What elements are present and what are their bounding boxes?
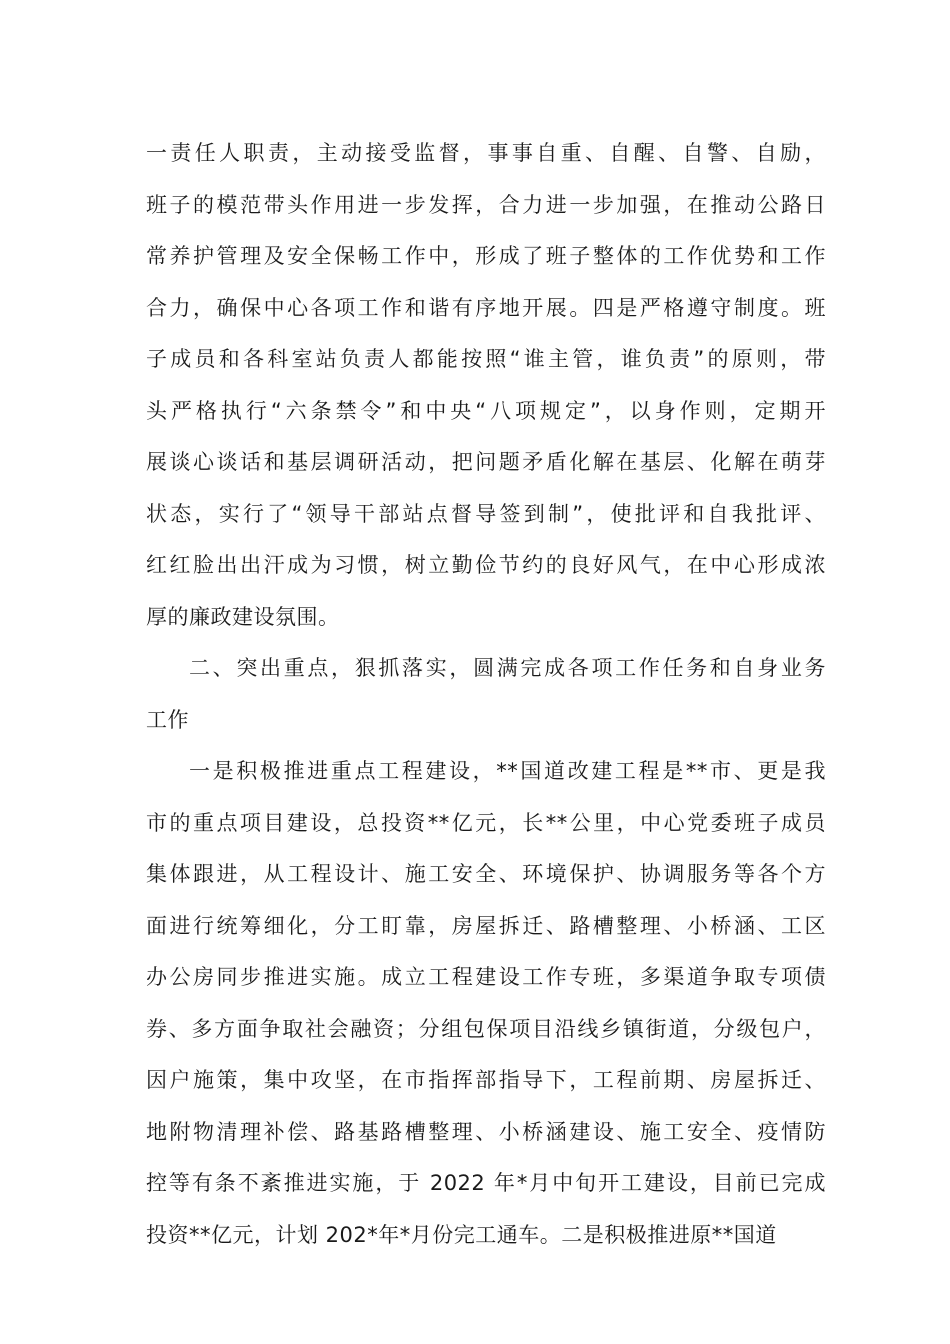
text-line: 地附物清理补偿、路基路槽整理、小桥涵建设、施工安全、疫情防: [146, 1119, 826, 1144]
text-line: 集体跟进，从工程设计、施工安全、环境保护、协调服务等各个方: [146, 862, 826, 886]
text-line: 状态，实行了“领导干部站点督导签到制”，使批评和自我批评、: [146, 501, 826, 526]
text-line: 面进行统筹细化，分工盯靠，房屋拆迁、路槽整理、小桥涵、工区: [146, 913, 826, 938]
text-line: 红红脸出出汗成为习惯，树立勤俭节约的良好风气，在中心形成浓: [146, 553, 826, 577]
text-line: 二、突出重点，狠抓落实，圆满完成各项工作任务和自身业务: [189, 656, 826, 680]
text-line: 一是积极推进重点工程建设，**国道改建工程是**市、更是我: [189, 759, 826, 783]
text-line: 因户施策，集中攻坚，在市指挥部指导下，工程前期、房屋拆迁、: [146, 1068, 826, 1092]
text-line: 办公房同步推进实施。成立工程建设工作专班，多渠道争取专项债: [146, 965, 826, 989]
section-heading-two: [146, 643, 826, 746]
text-line: 展谈心谈话和基层调研活动，把问题矛盾化解在基层、化解在萌芽: [146, 450, 826, 474]
text-line: 市的重点项目建设，总投资**亿元，长**公里，中心党委班子成员: [146, 810, 826, 835]
text-line: 头严格执行“六条禁令”和中央“八项规定”，以身作则，定期开: [146, 398, 826, 423]
document-body: [146, 128, 826, 1261]
text-line: 控等有条不紊推进实施，于 2022 年*月中旬开工建设，目前已完成: [146, 1171, 826, 1195]
text-line: 投资**亿元，计划 202*年*月份完工通车。二是积极推进原**国道: [146, 1222, 777, 1247]
paragraph-key-projects: [146, 746, 826, 1261]
text-line: 合力，确保中心各项工作和谐有序地开展。四是严格遵守制度。班: [146, 295, 826, 320]
text-line: 班子的模范带头作用进一步发挥，合力进一步加强，在推动公路日: [146, 192, 826, 217]
text-line: 工作: [146, 707, 189, 732]
paragraph-discipline-continued: [146, 128, 826, 643]
text-line: 常养护管理及安全保畅工作中，形成了班子整体的工作优势和工作: [146, 244, 826, 268]
text-line: 厚的廉政建设氛围。: [146, 604, 340, 629]
text-line: 子成员和各科室站负责人都能按照“谁主管，谁负责”的原则，带: [146, 347, 826, 371]
text-line: 券、多方面争取社会融资；分组包保项目沿线乡镇街道，分级包户，: [146, 1016, 826, 1041]
text-line: 一责任人职责，主动接受监督，事事自重、自醒、自警、自励，: [146, 141, 826, 165]
